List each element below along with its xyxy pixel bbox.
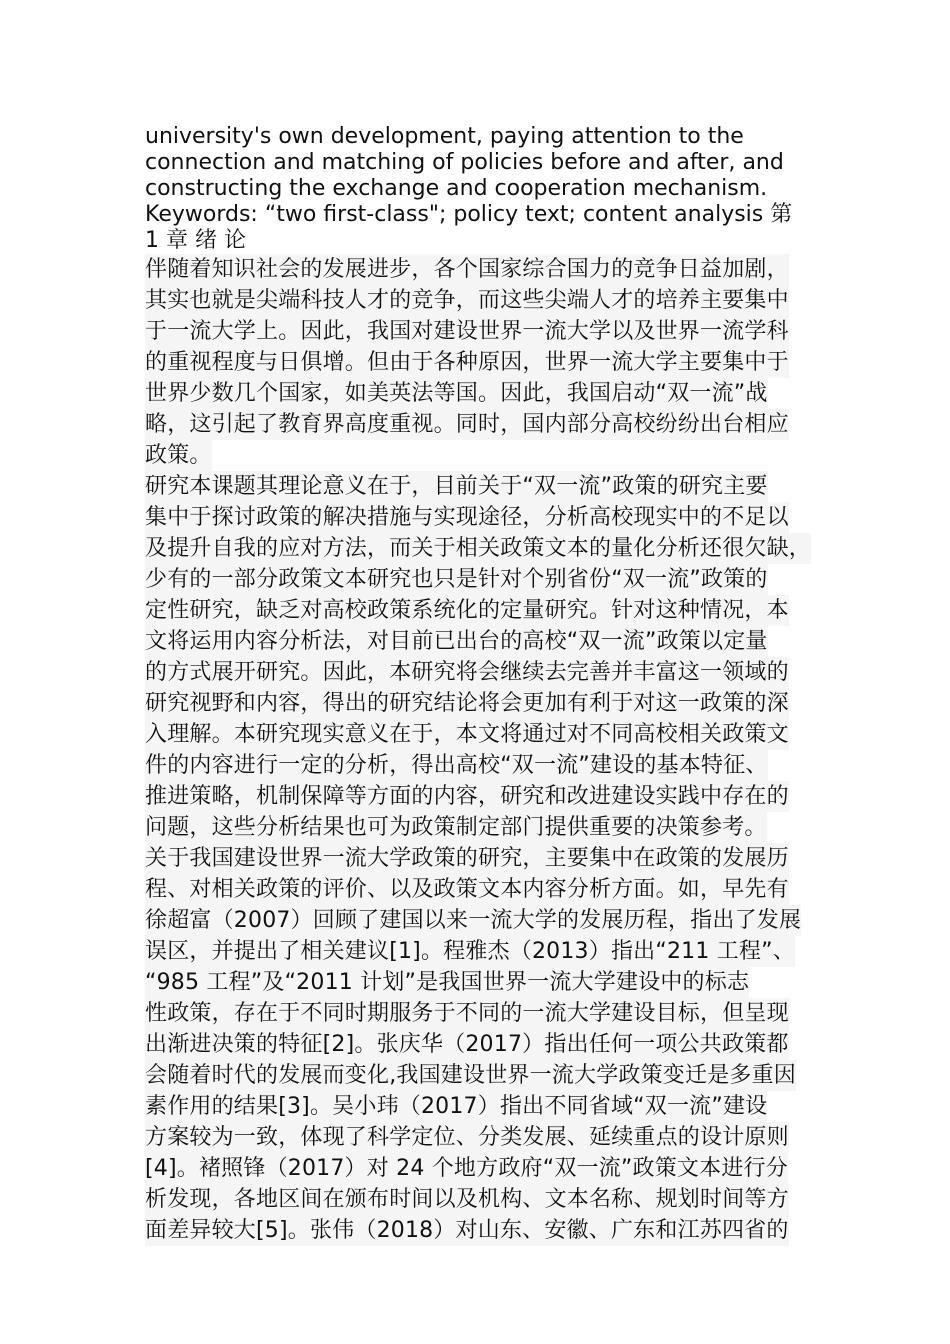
paragraph-line: 素作用的结果[3]。吴小玮（2017）指出不同省域“双一流”建设 [145,1091,815,1122]
paragraph-literature-review [145,843,815,1246]
paragraph-line: 集中于探讨政策的解决措施与实现途径，分析高校现实中的不足以 [145,502,815,533]
abstract-line: university's own development, paying attention to the [145,124,744,149]
paragraph-line: 关于我国建设世界一流大学政策的研究，主要集中在政策的发展历 [145,843,815,874]
paragraph-line: 徐超富（2007）回顾了建国以来一流大学的发展历程，指出了发展 [145,905,815,936]
paragraph-line: 伴随着知识社会的发展进步，各个国家综合国力的竞争日益加剧， [145,254,815,285]
paragraph-line: [4]。褚照锋（2017）对 24 个地方政府“双一流”政策文本进行分 [145,1153,815,1184]
paragraph-line: 其实也就是尖端科技人才的竞争，而这些尖端人才的培养主要集中 [145,285,815,316]
keywords-line: Keywords: “two first-class"; policy text; content analysis 第 [145,202,793,227]
paragraph-line: 研究本课题其理论意义在于，目前关于“双一流”政策的研究主要 [145,471,815,502]
paragraph-line: 文将运用内容分析法，对目前已出台的高校“双一流”政策以定量 [145,626,815,657]
paragraph-line: 出渐进决策的特征[2]。张庆华（2017）指出任何一项公共政策都 [145,1029,815,1060]
abstract-line: constructing the exchange and cooperation mechanism. [145,176,768,201]
paragraph-line: 略，这引起了教育界高度重视。同时，国内部分高校纷纷出台相应 [145,409,815,440]
paragraph-line: 政策。 [145,440,815,471]
paragraph-line: 研究视野和内容，得出的研究结论将会更加有利于对这一政策的深 [145,688,815,719]
paragraph-line: 问题，这些分析结果也可为政策制定部门提供重要的决策参考。 [145,812,815,843]
paragraph-line: 面差异较大[5]。张伟（2018）对山东、安徽、广东和江苏四省的 [145,1215,815,1246]
paragraph-significance [145,471,815,843]
paragraph-line: “985 工程”及“2011 计划”是我国世界一流大学建设中的标志 [145,967,815,998]
paragraph-line: 的重视程度与日俱增。但由于各种原因，世界一流大学主要集中于 [145,347,815,378]
text-body [145,124,815,1246]
paragraph-line: 的方式展开研究。因此，本研究将会继续去完善并丰富这一领域的 [145,657,815,688]
paragraph-line: 件的内容进行一定的分析，得出高校“双一流”建设的基本特征、 [145,750,815,781]
paragraph-line: 会随着时代的发展而变化,我国建设世界一流大学政策变迁是多重因 [145,1060,815,1091]
abstract-line: connection and matching of policies before and after, and [145,150,784,175]
chapter-heading: 1 章 绪 论 [145,228,246,253]
paragraph-line: 少有的一部分政策文本研究也只是针对个别省份“双一流”政策的 [145,564,815,595]
paragraph-background [145,254,815,471]
paragraph-line: 及提升自我的应对方法，而关于相关政策文本的量化分析还很欠缺， [145,533,815,564]
english-abstract-tail [145,124,815,254]
paragraph-line: 性政策，存在于不同时期服务于不同的一流大学建设目标，但呈现 [145,998,815,1029]
paragraph-line: 入理解。本研究现实意义在于，本文将通过对不同高校相关政策文 [145,719,815,750]
paragraph-line: 方案较为一致，体现了科学定位、分类发展、延续重点的设计原则 [145,1122,815,1153]
paragraph-line: 析发现，各地区间在颁布时间以及机构、文本名称、规划时间等方 [145,1184,815,1215]
paragraph-line: 世界少数几个国家，如美英法等国。因此，我国启动“双一流”战 [145,378,815,409]
paragraph-line: 误区，并提出了相关建议[1]。程雅杰（2013）指出“211 工程”、 [145,936,815,967]
paragraph-line: 推进策略，机制保障等方面的内容，研究和改进建设实践中存在的 [145,781,815,812]
paragraph-line: 于一流大学上。因此，我国对建设世界一流大学以及世界一流学科 [145,316,815,347]
paragraph-line: 程、对相关政策的评价、以及政策文本内容分析方面。如，早先有 [145,874,815,905]
paragraph-line: 定性研究，缺乏对高校政策系统化的定量研究。针对这种情况，本 [145,595,815,626]
